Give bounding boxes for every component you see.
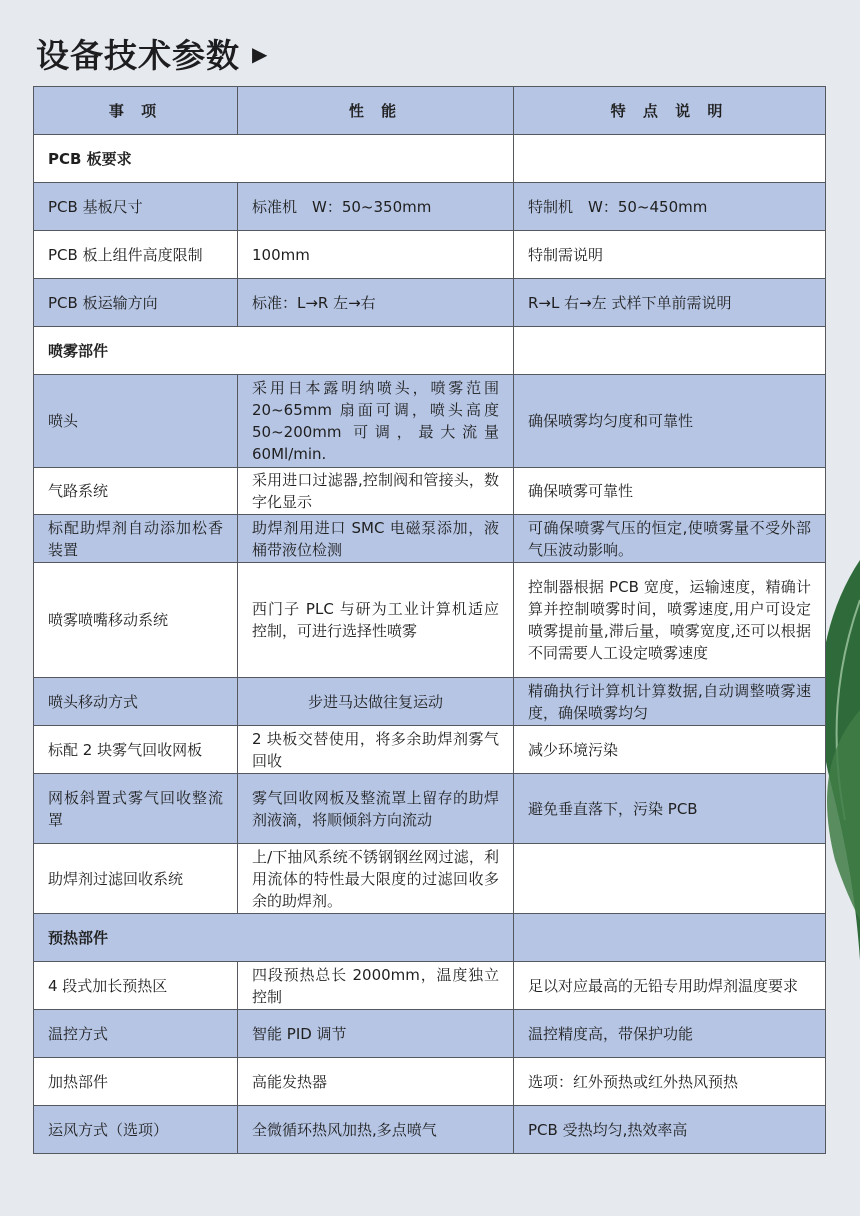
cell-features: R→L 右→左 式样下单前需说明 <box>514 279 826 327</box>
cell-item: PCB 板上组件高度限制 <box>34 231 238 279</box>
cell-features: 温控精度高，带保护功能 <box>514 1010 826 1058</box>
cell-features: 确保喷雾可靠性 <box>514 468 826 515</box>
cell-performance: 智能 PID 调节 <box>238 1010 514 1058</box>
cell-item: 标配助焊剂自动添加松香装置 <box>34 515 238 563</box>
section-empty-cell <box>514 914 826 962</box>
table-row <box>34 375 826 468</box>
table-row <box>34 231 826 279</box>
table-row <box>34 563 826 678</box>
cell-performance: 2 块板交替使用，将多余助焊剂雾气回收 <box>238 726 514 774</box>
cell-features: 足以对应最高的无铅专用助焊剂温度要求 <box>514 962 826 1010</box>
cell-item: 喷头移动方式 <box>34 678 238 726</box>
table-header-row <box>34 87 826 135</box>
cell-features: 精确执行计算机计算数据,自动调整喷雾速度，确保喷雾均匀 <box>514 678 826 726</box>
header-item: 事 项 <box>34 87 238 135</box>
cell-features: 确保喷雾均匀度和可靠性 <box>514 375 826 468</box>
cell-performance: 采用进口过滤器,控制阀和管接头，数字化显示 <box>238 468 514 515</box>
cell-item: PCB 板运输方向 <box>34 279 238 327</box>
cell-performance: 西门子 PLC 与研为工业计算机适应控制，可进行选择性喷雾 <box>238 563 514 678</box>
section-empty-cell <box>514 327 826 375</box>
cell-features: 减少环境污染 <box>514 726 826 774</box>
cell-performance: 全微循环热风加热,多点喷气 <box>238 1106 514 1154</box>
cell-item: 网板斜置式雾气回收整流罩 <box>34 774 238 844</box>
cell-performance: 雾气回收网板及整流罩上留存的助焊剂液滴，将顺倾斜方向流动 <box>238 774 514 844</box>
spec-table <box>33 86 826 1154</box>
cell-item: 助焊剂过滤回收系统 <box>34 844 238 914</box>
cell-performance: 步进马达做往复运动 <box>238 678 514 726</box>
header-performance: 性 能 <box>238 87 514 135</box>
cell-item: 喷雾喷嘴移动系统 <box>34 563 238 678</box>
section-row-spray <box>34 327 826 375</box>
table-row <box>34 962 826 1010</box>
cell-features: 选项：红外预热或红外热风预热 <box>514 1058 826 1106</box>
table-row <box>34 183 826 231</box>
section-title-pcb: PCB 板要求 <box>34 135 514 183</box>
cell-performance: 助焊剂用进口 SMC 电磁泵添加，液桶带液位检测 <box>238 515 514 563</box>
cell-item: 喷头 <box>34 375 238 468</box>
section-row-preheat <box>34 914 826 962</box>
table-row <box>34 774 826 844</box>
cell-performance: 标准：L→R 左→右 <box>238 279 514 327</box>
play-arrow-icon: ▶ <box>252 41 269 66</box>
cell-performance: 高能发热器 <box>238 1058 514 1106</box>
cell-item: PCB 基板尺寸 <box>34 183 238 231</box>
cell-item: 温控方式 <box>34 1010 238 1058</box>
cell-features: PCB 受热均匀,热效率高 <box>514 1106 826 1154</box>
cell-item: 4 段式加长预热区 <box>34 962 238 1010</box>
table-row <box>34 726 826 774</box>
table-row <box>34 468 826 515</box>
cell-item: 运风方式（选项） <box>34 1106 238 1154</box>
cell-features: 可确保喷雾气压的恒定,使喷雾量不受外部气压波动影响。 <box>514 515 826 563</box>
section-empty-cell <box>514 135 826 183</box>
cell-features: 特制机 W：50~450mm <box>514 183 826 231</box>
cell-performance: 上/下抽风系统不锈钢钢丝网过滤，利用流体的特性最大限度的过滤回收多余的助焊剂。 <box>238 844 514 914</box>
table-row <box>34 515 826 563</box>
section-title-spray: 喷雾部件 <box>34 327 514 375</box>
table-row <box>34 678 826 726</box>
cell-performance: 标准机 W：50~350mm <box>238 183 514 231</box>
table-row <box>34 844 826 914</box>
cell-features: 控制器根据 PCB 宽度，运输速度，精确计算并控制喷雾时间，喷雾速度,用户可设定喷雾提前量,滞后量，喷雾宽度,还可以根据不同需要人工设定喷雾速度 <box>514 563 826 678</box>
cell-performance: 采用日本露明纳喷头，喷雾范围 20~65mm 扇面可调，喷头高度 50~200mm 可调，最大流量 60Ml/min. <box>238 375 514 468</box>
page-title <box>36 30 268 77</box>
table-row <box>34 279 826 327</box>
cell-features: 避免垂直落下，污染 PCB <box>514 774 826 844</box>
cell-features: 特制需说明 <box>514 231 826 279</box>
page-title-text: 设备技术参数 <box>36 36 240 75</box>
cell-item: 气路系统 <box>34 468 238 515</box>
section-row-pcb <box>34 135 826 183</box>
cell-item: 标配 2 块雾气回收网板 <box>34 726 238 774</box>
header-features: 特 点 说 明 <box>514 87 826 135</box>
cell-features <box>514 844 826 914</box>
table-row <box>34 1010 826 1058</box>
cell-item: 加热部件 <box>34 1058 238 1106</box>
section-title-preheat: 预热部件 <box>34 914 514 962</box>
table-row <box>34 1058 826 1106</box>
cell-performance: 四段预热总长 2000mm，温度独立控制 <box>238 962 514 1010</box>
cell-performance: 100mm <box>238 231 514 279</box>
table-row <box>34 1106 826 1154</box>
